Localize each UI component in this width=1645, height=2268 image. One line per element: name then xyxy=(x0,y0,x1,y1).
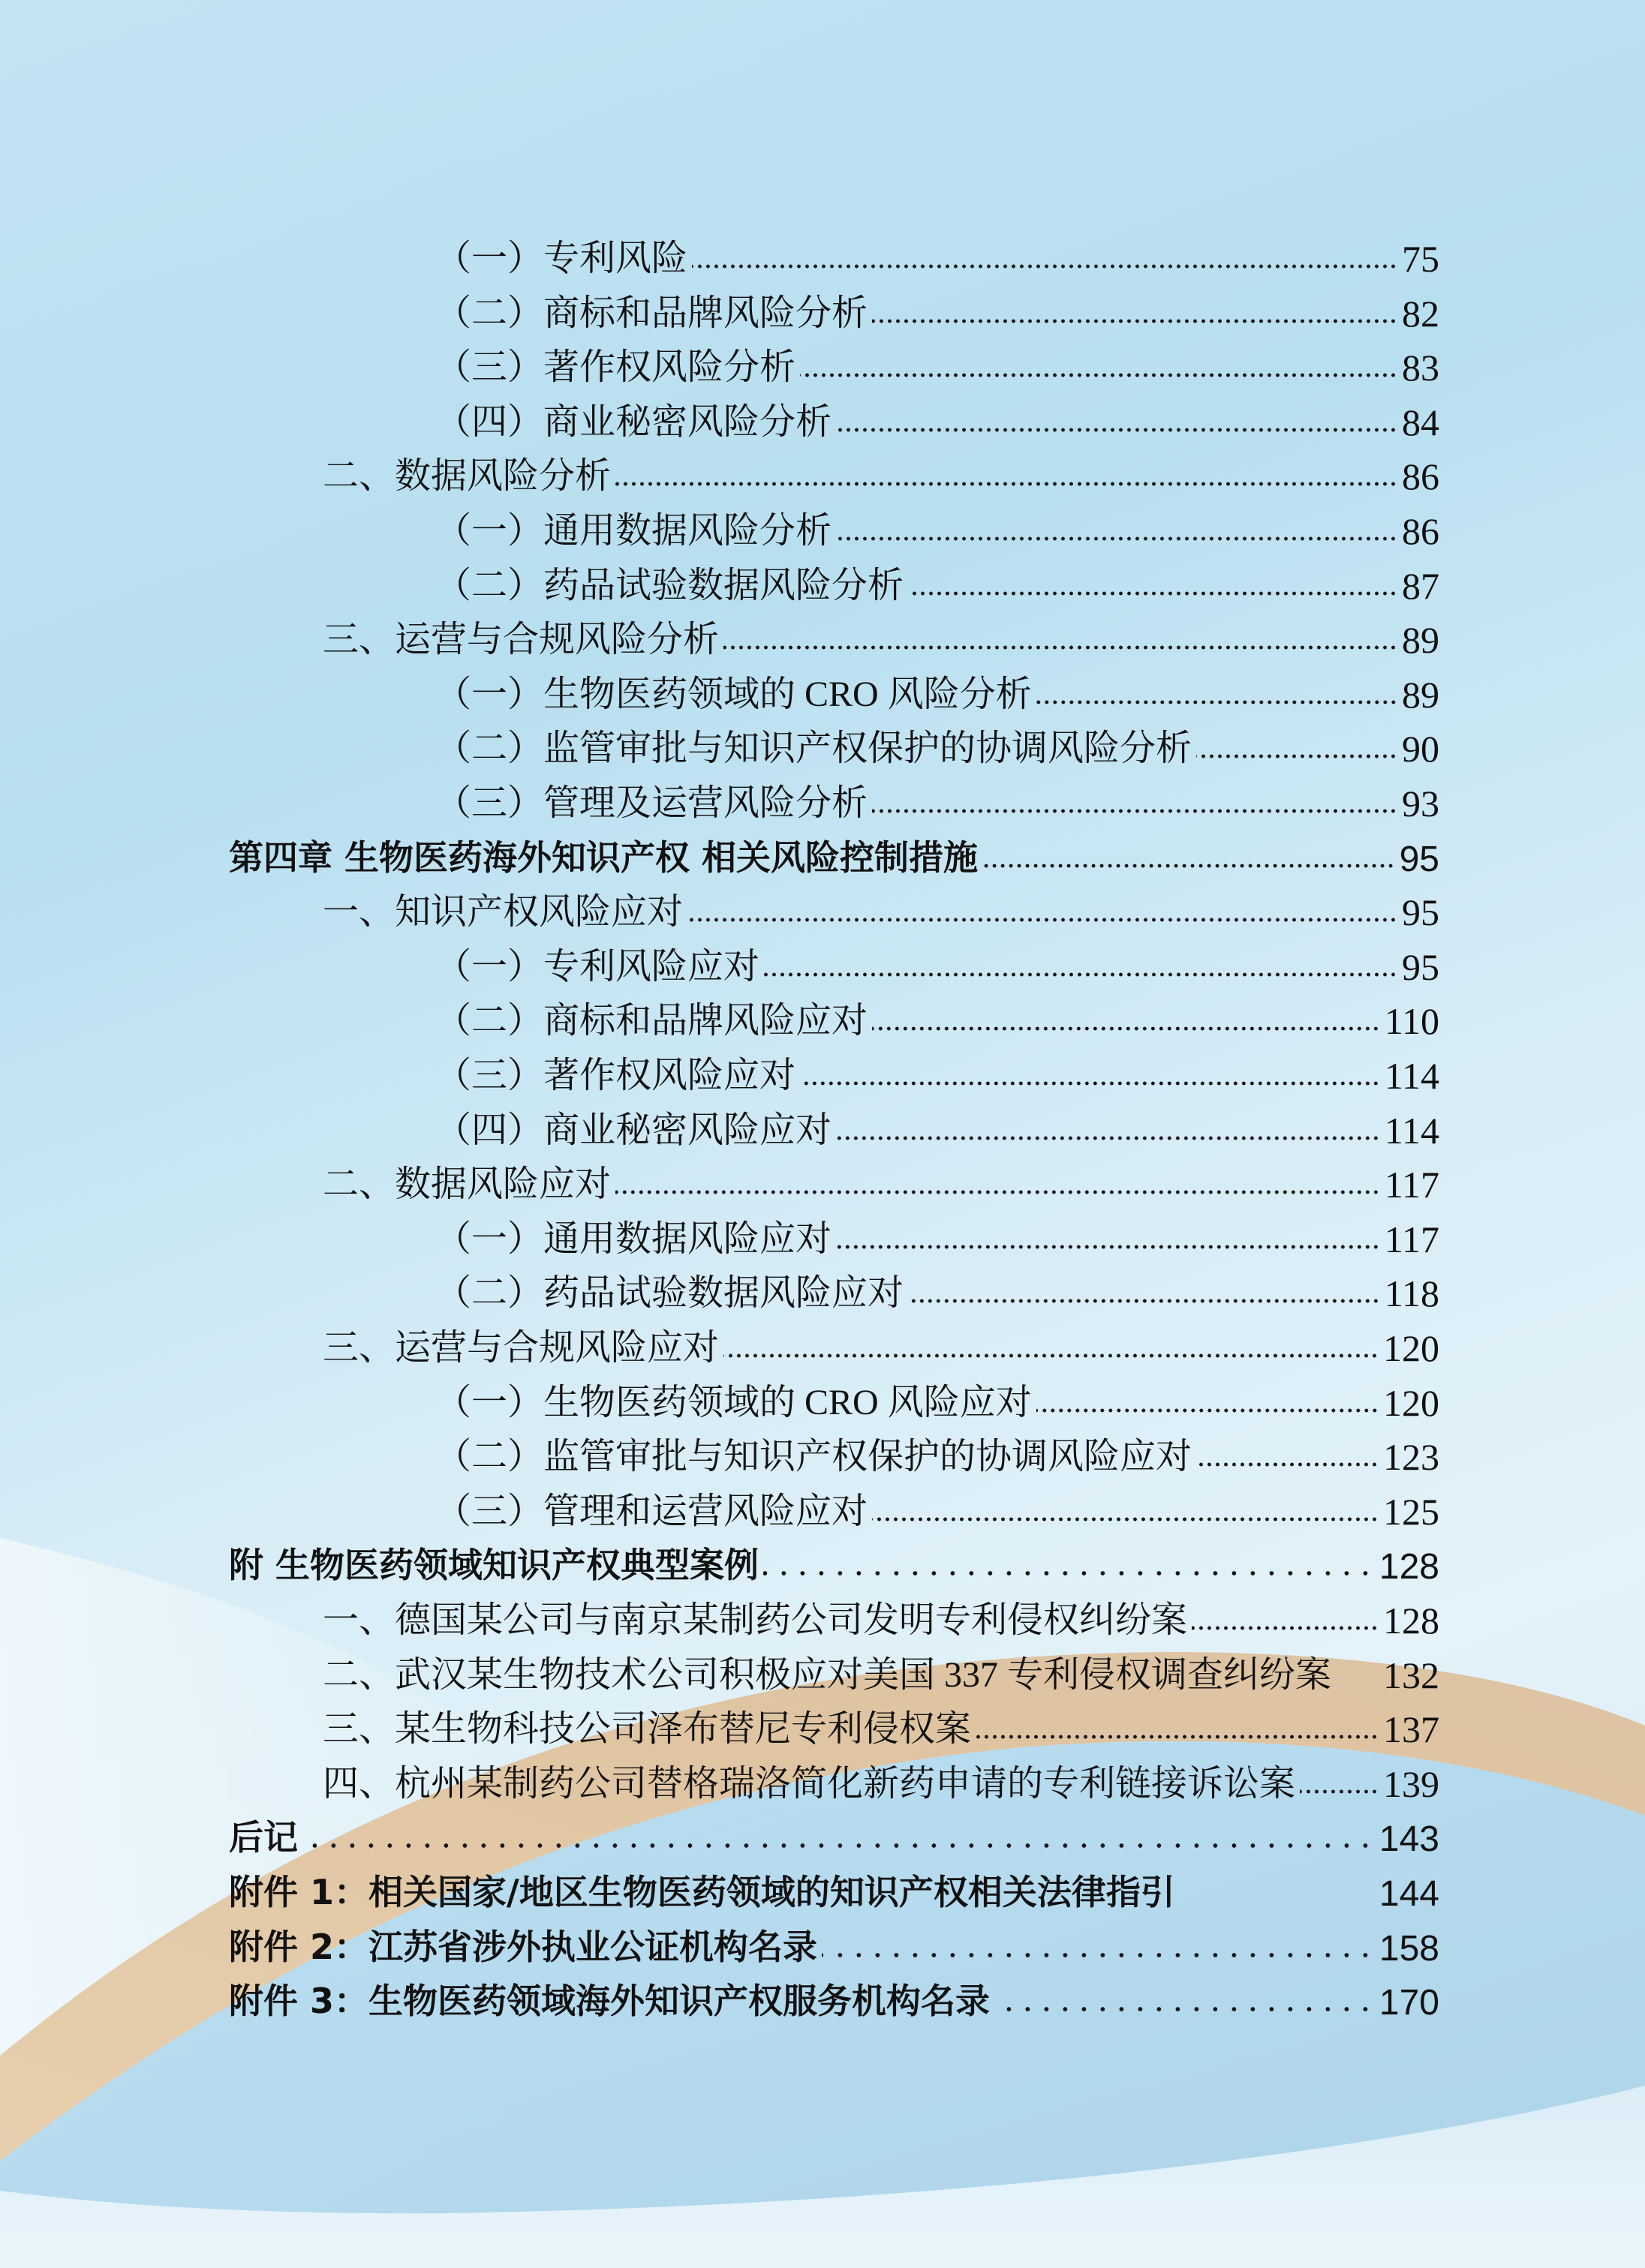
toc-entry-page-number: 125 xyxy=(1383,1490,1439,1533)
toc-entry-title: 二、武汉某生物技术公司积极应对美国 337 专利侵权调查纠纷案 xyxy=(323,1654,1332,1695)
toc-entry-title: （一）生物医药领域的 CRO 风险应对 xyxy=(435,1382,1032,1422)
dot-leader xyxy=(1196,751,1397,762)
toc-entry-title: 一、德国某公司与南京某制药公司发明专利侵权纠纷案 xyxy=(323,1600,1188,1640)
toc-entry-page-number: 158 xyxy=(1379,1928,1439,1969)
toc-entry-title: 二、数据风险应对 xyxy=(323,1164,612,1205)
toc-entry[interactable] xyxy=(435,499,1439,553)
toc-entry-title: 四、杭州某制药公司替格瑞洛简化新药申请的专利链接诉讼案 xyxy=(323,1763,1296,1804)
dot-leader xyxy=(1331,1687,1383,1697)
toc-entry-page-number: 117 xyxy=(1384,1164,1439,1206)
dot-leader xyxy=(687,915,1397,925)
toc-entry-page-number: 86 xyxy=(1402,510,1439,552)
dot-leader xyxy=(800,370,1397,380)
toc-entry-page-number: 110 xyxy=(1384,1000,1439,1043)
toc-entry[interactable] xyxy=(229,1861,1439,1915)
toc-entry[interactable] xyxy=(435,281,1439,335)
toc-entry-page-number: 137 xyxy=(1383,1708,1439,1751)
dot-leader xyxy=(836,425,1397,435)
toc-entry[interactable] xyxy=(323,1697,1439,1751)
toc-entry-page-number: 144 xyxy=(1379,1874,1439,1914)
toc-entry-title: 附件 2：江苏省涉外执业公证机构名录 xyxy=(229,1926,818,1967)
toc-entry-page-number: 87 xyxy=(1402,564,1439,607)
toc-entry[interactable] xyxy=(435,1479,1439,1534)
toc-entry[interactable] xyxy=(435,1044,1439,1098)
dot-leader xyxy=(976,1732,1379,1742)
toc-entry[interactable] xyxy=(435,716,1439,771)
toc-entry[interactable] xyxy=(323,608,1439,662)
toc-entry-page-number: 86 xyxy=(1402,455,1439,498)
toc-entry[interactable] xyxy=(229,1806,1439,1860)
toc-entry-page-number: 117 xyxy=(1384,1218,1439,1260)
dot-leader xyxy=(836,533,1397,544)
dot-leader xyxy=(1175,1904,1379,1915)
dot-leader xyxy=(1192,1623,1379,1633)
toc-entry-title: 附 生物医药领域知识产权典型案例 xyxy=(229,1545,759,1586)
toc-entry-title: （三）管理和运营风险应对 xyxy=(435,1491,868,1531)
toc-entry[interactable] xyxy=(229,1534,1439,1588)
toc-entry[interactable] xyxy=(323,1643,1439,1697)
dot-leader xyxy=(692,261,1397,272)
toc-entry-title: （一）通用数据风险应对 xyxy=(435,1218,832,1259)
toc-entry-page-number: 114 xyxy=(1384,1055,1439,1097)
toc-entry-title: 三、某生物科技公司泽布替尼专利侵权案 xyxy=(323,1709,972,1750)
toc-entry[interactable] xyxy=(435,554,1439,608)
dot-leader xyxy=(723,642,1397,653)
toc-entry[interactable] xyxy=(435,989,1439,1043)
toc-entry-title: （四）商业秘密风险分析 xyxy=(435,401,832,442)
toc-entry-title: （三）著作权风险分析 xyxy=(435,347,796,388)
toc-entry-title: （二）商标和品牌风险应对 xyxy=(435,1001,868,1041)
toc-entry-page-number: 143 xyxy=(1379,1819,1439,1860)
dot-leader xyxy=(836,1133,1380,1143)
toc-entry-page-number: 89 xyxy=(1402,673,1439,716)
toc-entry[interactable] xyxy=(323,880,1439,934)
toc-entry[interactable] xyxy=(435,335,1439,389)
dot-leader xyxy=(836,1242,1380,1252)
dot-leader xyxy=(1300,1786,1379,1797)
toc-entry-page-number: 95 xyxy=(1402,945,1439,988)
toc-entry-page-number: 93 xyxy=(1402,783,1439,825)
dot-leader xyxy=(764,969,1397,980)
toc-entry[interactable] xyxy=(435,1425,1439,1479)
toc-entry-title: 三、运营与合规风险应对 xyxy=(323,1328,720,1368)
toc-entry[interactable] xyxy=(435,935,1439,989)
toc-entry[interactable] xyxy=(435,771,1439,825)
dot-leader xyxy=(302,1840,1375,1851)
dot-leader xyxy=(615,479,1397,489)
dot-leader xyxy=(994,2004,1375,2014)
dot-leader xyxy=(872,806,1397,816)
toc-entry[interactable] xyxy=(435,1371,1439,1425)
dot-leader xyxy=(982,861,1395,871)
toc-entry-title: 二、数据风险分析 xyxy=(323,456,612,497)
toc-entry-page-number: 84 xyxy=(1402,401,1439,443)
toc-entry-title: 一、知识产权风险应对 xyxy=(323,892,684,933)
toc-entry[interactable] xyxy=(323,1588,1439,1642)
toc-entry-title: （二）监管审批与知识产权保护的协调风险分析 xyxy=(435,728,1192,769)
toc-entry-title: （一）专利风险应对 xyxy=(435,946,760,987)
toc-entry-page-number: 114 xyxy=(1384,1109,1439,1152)
toc-entry-title: （四）商业秘密风险应对 xyxy=(435,1110,832,1150)
toc-entry[interactable] xyxy=(435,662,1439,716)
toc-entry[interactable] xyxy=(229,1969,1439,2023)
toc-entry-title: （二）商标和品牌风险分析 xyxy=(435,293,868,333)
toc-entry[interactable] xyxy=(435,227,1439,281)
dot-leader xyxy=(872,1023,1380,1034)
toc-entry-page-number: 139 xyxy=(1383,1762,1439,1805)
toc-entry-page-number: 83 xyxy=(1402,347,1439,389)
toc-entry-page-number: 170 xyxy=(1379,1983,1439,2023)
toc-entry[interactable] xyxy=(323,444,1439,498)
toc-entry-page-number: 90 xyxy=(1402,728,1439,771)
dot-leader xyxy=(1196,1459,1379,1470)
toc-entry-title: （一）专利风险 xyxy=(435,239,688,278)
dot-leader xyxy=(822,1950,1375,1960)
toc-entry-page-number: 95 xyxy=(1399,839,1439,879)
dot-leader xyxy=(763,1568,1375,1579)
toc-entry[interactable] xyxy=(435,1261,1439,1315)
toc-entry-page-number: 120 xyxy=(1383,1381,1439,1424)
toc-entry[interactable] xyxy=(229,1915,1439,1969)
toc-entry-title: 第四章 生物医药海外知识产权 相关风险控制措施 xyxy=(229,837,979,878)
dot-leader xyxy=(908,1296,1380,1306)
dot-leader xyxy=(872,316,1397,326)
toc-entry[interactable] xyxy=(229,826,1439,880)
toc-entry-page-number: 123 xyxy=(1383,1436,1439,1479)
toc-entry-title: （二）药品试验数据风险应对 xyxy=(435,1273,904,1314)
toc-entry-page-number: 118 xyxy=(1384,1272,1439,1315)
toc-entry[interactable] xyxy=(323,1752,1439,1806)
toc-entry[interactable] xyxy=(435,1098,1439,1152)
toc-entry-title: 后记 xyxy=(229,1817,298,1858)
toc-entry-page-number: 120 xyxy=(1383,1327,1439,1369)
dot-leader xyxy=(1036,1405,1379,1416)
toc-entry-page-number: 75 xyxy=(1402,238,1439,280)
toc-entry-page-number: 132 xyxy=(1383,1654,1439,1696)
dot-leader xyxy=(872,1514,1379,1525)
toc-entry-page-number: 82 xyxy=(1402,292,1439,335)
toc-entry-title: 附件 3：生物医药领域海外知识产权服务机构名录 xyxy=(229,1981,991,2022)
dot-leader xyxy=(908,588,1397,599)
toc-entry-title: （一）通用数据风险分析 xyxy=(435,511,832,551)
dot-leader xyxy=(800,1078,1380,1089)
toc-entry-title: （一）生物医药领域的 CRO 风险分析 xyxy=(435,674,1032,714)
toc-entry-title: （三）著作权风险应对 xyxy=(435,1056,796,1095)
toc-entry-title: （二）药品试验数据风险分析 xyxy=(435,565,904,605)
toc-entry-title: （三）管理及运营风险分析 xyxy=(435,783,868,823)
dot-leader xyxy=(615,1187,1380,1197)
toc-entry[interactable] xyxy=(323,1316,1439,1370)
toc-entry[interactable] xyxy=(323,1152,1439,1206)
toc-entry-page-number: 89 xyxy=(1402,619,1439,662)
toc-entry[interactable] xyxy=(435,390,1439,444)
toc-entry-title: （二）监管审批与知识产权保护的协调风险应对 xyxy=(435,1437,1192,1477)
toc-entry-page-number: 128 xyxy=(1379,1547,1439,1588)
toc-entry-title: 三、运营与合规风险分析 xyxy=(323,620,720,660)
toc-entry-title: 附件 1：相关国家/地区生物医药领域的知识产权相关法律指引 xyxy=(229,1872,1175,1912)
dot-leader xyxy=(1036,697,1397,707)
toc-entry-page-number: 95 xyxy=(1402,891,1439,934)
dot-leader xyxy=(723,1350,1379,1361)
toc-entry-page-number: 128 xyxy=(1383,1600,1439,1642)
toc-entry[interactable] xyxy=(435,1207,1439,1261)
